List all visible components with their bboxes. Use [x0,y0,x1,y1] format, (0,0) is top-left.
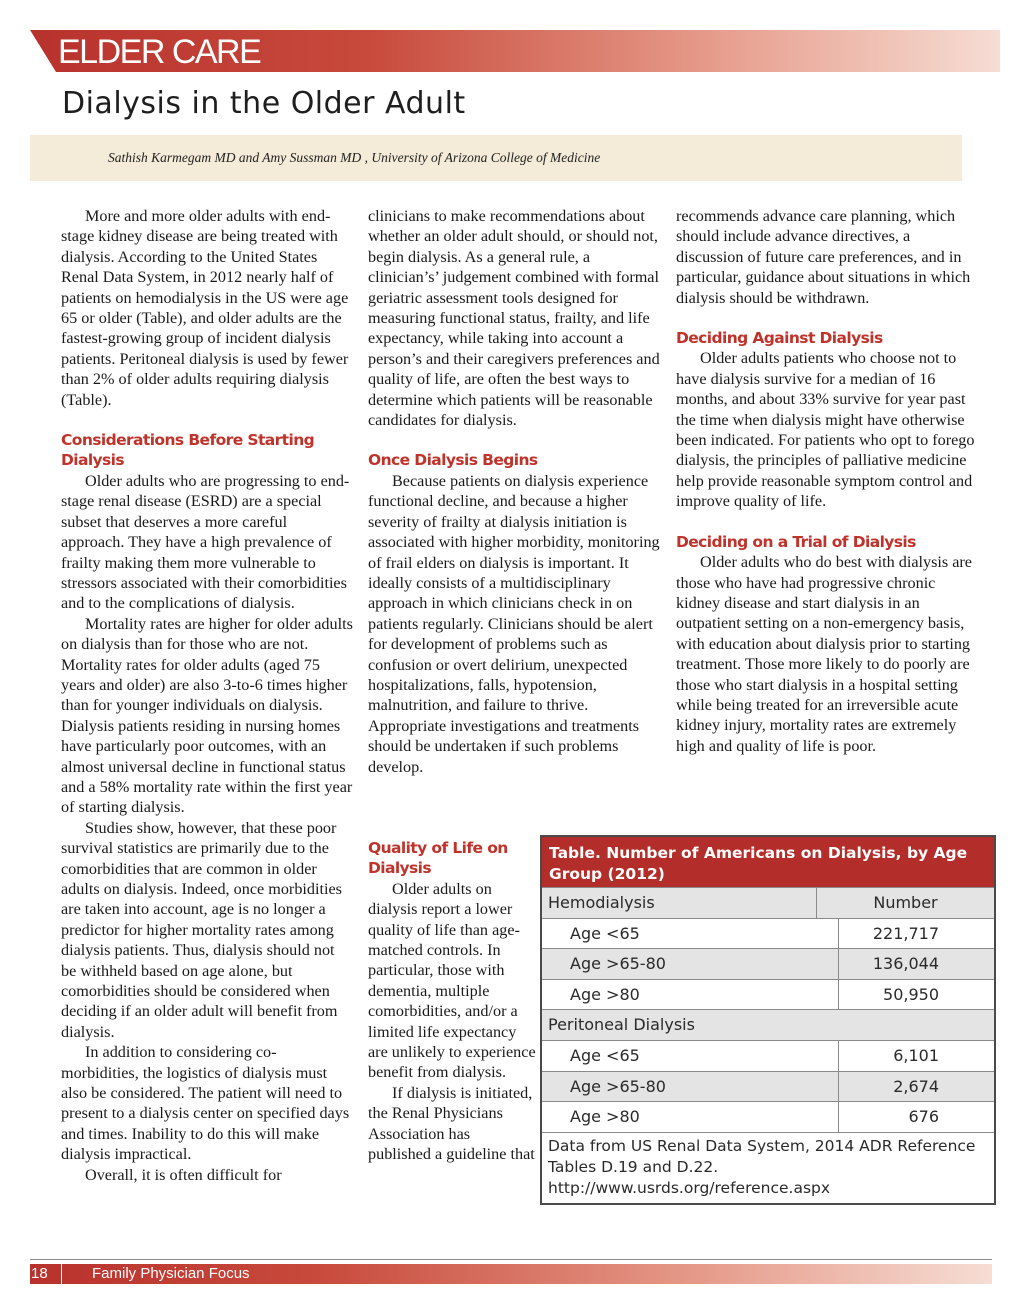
table-cell-value: 50,950 [883,984,939,1004]
section-heading: Deciding Against Dialysis [676,329,883,348]
table-cell-value: 2,674 [893,1076,939,1096]
table-cell-value: 6,101 [893,1045,939,1065]
page-number: 18 [31,1265,48,1282]
paragraph: Older adults patients who choose not to have dialysis survive for a median of 16 months, and about 33% survive for year past the time when dialysis might have otherwise been indicated. For patients who opt to forego dialysis, the principles of palliative medicine help provide reasonable symptom control and improve quality of life. [676,349,975,511]
footer-divider [61,1264,62,1284]
table-title: Table. Number of Americans on Dialysis, by Age Group (2012) [542,837,994,887]
table-cell-value: 676 [908,1107,939,1127]
footer-rule [30,1259,992,1260]
paragraph: clinicians to make recommendations about whether an older adult should, or should not, begin dialysis. As a general rule, a clinician’s’ judgement combined with formal geriatric assessment tools designed for measuring functional status, frailty, and life expectancy, while taking into account a person’s and their caregivers preferences and quality of life, are often the best ways to determine which patients will be reasonable candidates for dialysis. [368,207,660,430]
paragraph: In addition to considering co-morbidities, the logistics of dialysis must also be considered. The patient will need to present to a dialysis center on specified days and times. Inability to do this will make dialysis impractical. [61,1043,350,1164]
column-3 [676,206,976,756]
table-cell-label: Age >80 [542,980,839,1010]
table-header-hemodialysis: Hemodialysis [542,888,817,918]
dialysis-table [540,835,996,1205]
table-row [542,948,994,979]
table-source-note: Data from US Renal Data System, 2014 ADR Reference Tables D.19 and D.22. http://www.usrds.org/reference.aspx [542,1132,994,1203]
column-2-lower [368,838,536,1165]
table-header-number: Number [873,893,938,912]
column-1 [61,206,353,1185]
section-heading: Considerations Before Starting Dialysis [61,431,315,470]
table-row [542,1040,994,1071]
paragraph: Studies show, however, that these poor survival statistics are primarily due to the comorbidities that are common in older adults on dialysis. Indeed, once morbidities are taken into account, age is no longer a predictor for higher mortality rates among dialysis patients. Thus, dialysis should not be withheld based on age alone, but comorbidities should be considered when deciding if an older adult will benefit from dialysis. [61,818,342,1041]
table-row [542,918,994,949]
column-2 [368,206,662,777]
table-cell-label: Age >80 [542,1102,839,1132]
table-cell-label: Age <65 [542,919,839,949]
paragraph: Because patients on dialysis experience functional decline, and because a higher severity of frailty at dialysis initiation is associated with higher morbidity, monitoring of frail elders on dialysis is important. It ideally consists of a multidisciplinary approach in which clinicians check in on patients regularly. Clinicians should be alert for development of problems such as confusion or overt delirium, unexpected hospitalizations, falls, hypotension, malnutrition, and failure to thrive. Appropriate investigations and treatments should be undertaken if such problems develop. [368,471,660,776]
paragraph: Older adults on dialysis report a lower quality of life than age-matched controls. In particular, those with dementia, multiple comorbidities, and/or a limited life expectancy are unlikely to experience benefit from dialysis. [368,879,536,1082]
paragraph: recommends advance care planning, which should include advance directives, a discussion of future care preferences, and in particular, guidance about situations in which dialysis should be withdrawn. [676,207,971,307]
byline: Sathish Karmegam MD and Amy Sussman MD , University of Arizona College of Medicine [108,150,601,165]
paragraph: Overall, it is often difficult for [85,1165,282,1184]
paragraph: More and more older adults with end-stage kidney disease are being treated with dialysis. According to the United States Renal Data System, in 2012 nearly half of patients on hemodialysis in the US were age 65 or older (Table), and older adults are the fastest-growing group of incident dialysis patients. Peritoneal dialysis is used by fewer than 2% of older adults requiring dialysis (Table). [61,207,349,409]
paragraph: Mortality rates are higher for older adults on dialysis than for those who are not. Mortality rates for older adults (aged 75 years and older) are also 3-to-6 times higher than for younger individuals on dialysis. Dialysis patients residing in nursing homes have particularly poor outcomes, with an almost universal decline in functional status and a 58% mortality rate within the first year of starting dialysis. [61,614,353,817]
paragraph: If dialysis is initiated, the Renal Physicians Association has published a guideline that [368,1083,535,1164]
table-header-row [542,887,994,918]
table-cell-label: Age <65 [542,1041,839,1071]
table-cell-value: 136,044 [872,954,939,974]
section-title: ELDER CARE [58,33,261,71]
table-row [542,979,994,1010]
table-cell-label: Age >65-80 [542,1072,839,1102]
table-row [542,1101,994,1132]
section-heading: Quality of Life on Dialysis [368,839,508,878]
section-heading: Deciding on a Trial of Dialysis [676,532,916,551]
publication-name: Family Physician Focus [92,1265,250,1282]
paragraph: Older adults who do best with dialysis are those who have had progressive chronic kidney disease and start dialysis in an outpatient setting on a non-emergency basis, with education about dialysis prior to starting treatment. Those more likely to do poorly are those who start dialysis in a hospital setting while being treated for an irreversible acute kidney injury, mortality rates are extremely high and quality of life is poor. [676,553,972,755]
section-heading: Once Dialysis Begins [368,451,538,470]
table-subheader-row [542,1009,994,1040]
article-title: Dialysis in the Older Adult [62,86,466,121]
table-row [542,1071,994,1102]
table-cell-value: 221,717 [872,923,939,943]
table-subheader-peritoneal: Peritoneal Dialysis [548,1015,695,1035]
table-cell-label: Age >65-80 [542,949,839,979]
paragraph: Older adults who are progressing to end-stage renal disease (ESRD) are a special subset that deserves a more careful approach. They have a high prevalence of frailty making them more vulnerable to stressors associated with their comorbidities and to the complications of dialysis. [61,471,350,613]
